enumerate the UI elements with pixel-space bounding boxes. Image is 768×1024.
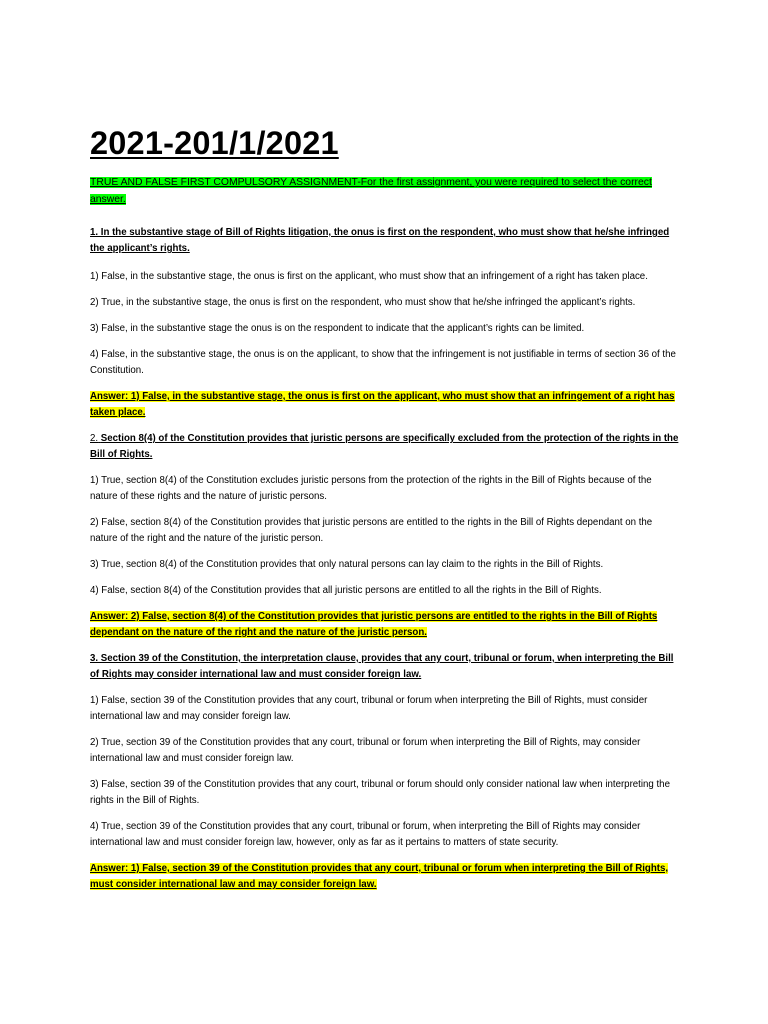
answer-option: 4) False, section 8(4) of the Constitution provides that all juristic persons are entitled to all the rights in the Bill of Rights. (90, 585, 602, 596)
correct-answer (90, 389, 680, 421)
correct-answer (90, 861, 680, 893)
answer-option: 3) False, in the substantive stage the onus is on the respondent to indicate that the applicant’s rights can be limited. (90, 323, 585, 334)
correct-answer (90, 609, 680, 641)
question-block (90, 651, 680, 893)
question-text: 1. In the substantive stage of Bill of Rights litigation, the onus is first on the respondent, who must show that he/she infringed the applicant’s rights. (90, 227, 670, 254)
correct-answer-text: Answer: 2) False, section 8(4) of the Constitution provides that juristic persons are entitled to the rights in the Bill of Rights dependant on the nature of the right and the nature of the juristic person. (90, 611, 658, 638)
answer-option: 3) True, section 8(4) of the Constitution provides that only natural persons can lay claim to the rights in the Bill of Rights. (90, 559, 604, 570)
document-page (90, 0, 680, 893)
question-block (90, 225, 680, 421)
answer-option: 3) False, section 39 of the Constitution provides that any court, tribunal or forum should only consider national law when interpreting the rights in the Bill of Rights. (90, 779, 670, 806)
correct-answer-text: Answer: 1) False, section 39 of the Constitution provides that any court, tribunal or forum when interpreting the Bill of Rights, must consider international law and may consider foreign law. (90, 863, 669, 890)
answer-option: 4) False, in the substantive stage, the onus is on the applicant, to show that the infringement is not justifiable in terms of section 36 of the Constitution. (90, 349, 676, 376)
correct-answer-text: Answer: 1) False, in the substantive stage, the onus is first on the applicant, who must show that an infringement of a right has taken place. (90, 391, 675, 418)
question-text-body: Section 8(4) of the Constitution provides that juristic persons are specifically excluded from the protection of the rights in the Bill of Rights. (90, 433, 679, 460)
answer-option: 4) True, section 39 of the Constitution provides that any court, tribunal or forum, when interpreting the Bill of Rights may consider international law and must consider foreign law, however, only as far as it pertains to matters of state security. (90, 821, 641, 848)
answer-option: 2) True, section 39 of the Constitution provides that any court, tribunal or forum when interpreting the Bill of Rights, may consider international law and must consider foreign law. (90, 737, 641, 764)
question-text (90, 431, 680, 463)
document-title (90, 122, 680, 164)
assignment-intro (90, 175, 680, 208)
answer-option: 2) False, section 8(4) of the Constitution provides that juristic persons are entitled to the rights in the Bill of Rights dependant on the nature of the right and the nature of the juristic person. (90, 517, 653, 544)
question-text: 3. Section 39 of the Constitution, the interpretation clause, provides that any court, tribunal or forum, when interpreting the Bill of Rights may consider international law and must consider foreign law. (90, 653, 674, 680)
question-number: 2. (90, 433, 99, 444)
answer-option: 1) True, section 8(4) of the Constitution excludes juristic persons from the protection of the rights in the Bill of Rights because of the nature of these rights and the nature of juristic persons. (90, 475, 652, 502)
answer-option: 2) True, in the substantive stage, the onus is first on the respondent, who must show that he/she infringed the applicant’s rights. (90, 297, 636, 308)
answer-option: 1) False, section 39 of the Constitution provides that any court, tribunal or forum when interpreting the Bill of Rights, must consider international law and may consider foreign law. (90, 695, 648, 722)
document-title-text: 2021-201/1/2021 (90, 125, 339, 161)
answer-option: 1) False, in the substantive stage, the onus is first on the applicant, who must show that an infringement of a right has taken place. (90, 271, 648, 282)
assignment-intro-text: TRUE AND FALSE FIRST COMPULSORY ASSIGNMENT-For the first assignment, you were required to select the correct answer. (90, 177, 652, 205)
question-block (90, 431, 680, 641)
